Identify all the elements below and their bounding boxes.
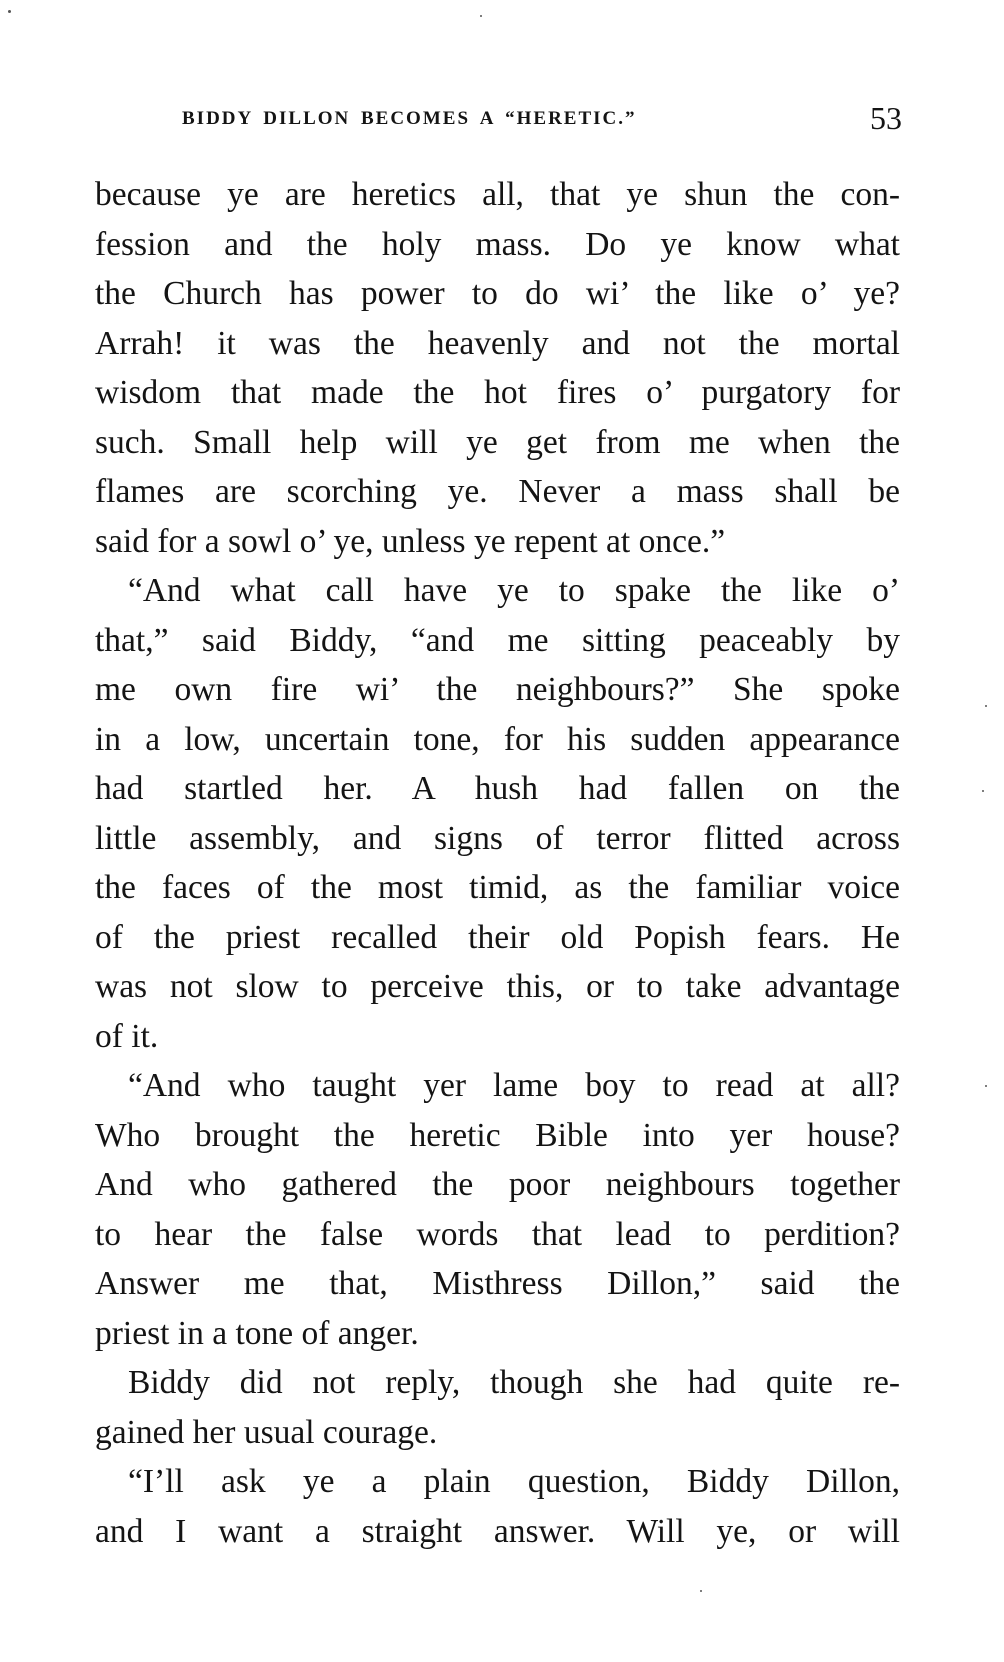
text-line: wisdom that made the hot fires o’ purgatory for [95,374,900,411]
text-line: that,” said Biddy, “and me sitting peaceably by [95,621,900,659]
running-title: BIDDY DILLON BECOMES A “HERETIC.” [182,108,637,129]
text-line: gained her usual courage. [95,1413,438,1451]
text-line: to hear the false words that lead to perdition? [95,1215,900,1253]
text-line: little assembly, and signs of terror flitted across [95,819,900,857]
text-line: me own fire wi’ the neighbours?” She spoke [95,671,900,708]
text-line: “I’ll ask ye a plain question, Biddy Dillon, [128,1463,900,1500]
scan-speck [985,705,987,707]
text-line: “And who taught yer lame boy to read at all? [128,1067,900,1104]
text-line: such. Small help will ye get from me when the [95,423,900,461]
body-text [95,170,900,1556]
text-line: the Church has power to do wi’ the like o’ ye? [95,275,900,312]
text-line: of it. [95,1017,159,1055]
text-line: and I want a straight answer. Will ye, or will [95,1512,900,1550]
text-line: Biddy did not reply, though she had quite re- [128,1364,900,1401]
text-line: said for a sowl o’ ye, unless ye repent at once.” [95,522,726,560]
scan-speck [480,15,482,17]
running-header [182,100,902,140]
text-line: because ye are heretics all, that ye shun the con- [95,176,900,213]
text-line: Answer me that, Misthress Dillon,” said the [95,1265,900,1302]
scan-speck [700,1590,702,1592]
text-line: had startled her. A hush had fallen on the [95,770,900,807]
text-line: in a low, uncertain tone, for his sudden appearance [95,720,900,758]
scan-speck [8,10,11,13]
text-line: was not slow to perceive this, or to take advantage [95,968,900,1005]
text-line: flames are scorching ye. Never a mass shall be [95,473,900,510]
text-line: Arrah! it was the heavenly and not the mortal [95,324,900,362]
text-line: “And what call have ye to spake the like o’ [128,572,900,609]
text-line: Who brought the heretic Bible into yer house? [95,1116,900,1154]
text-line: of the priest recalled their old Popish fears. He [95,918,900,956]
scan-speck [982,790,984,792]
page-number: 53 [870,100,902,136]
text-line: priest in a tone of anger. [95,1314,419,1352]
text-line: fession and the holy mass. Do ye know what [95,225,900,263]
scan-speck [985,1085,987,1087]
text-line: the faces of the most timid, as the familiar voice [95,869,900,906]
text-line: And who gathered the poor neighbours together [95,1166,900,1203]
